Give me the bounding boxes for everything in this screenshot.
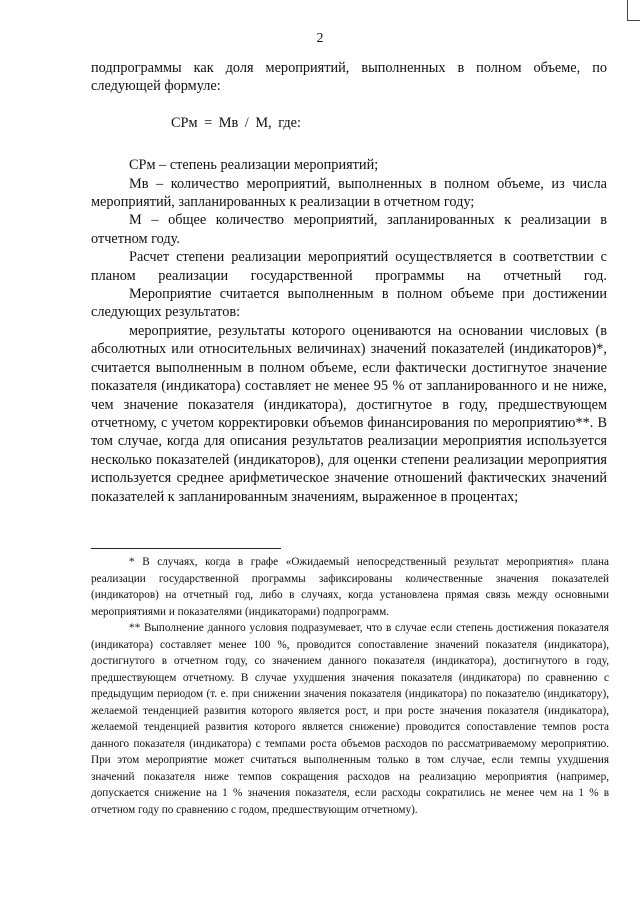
paragraph-completion-condition: Мероприятие считается выполненным в полном объеме при достижении следующих результатов: bbox=[91, 286, 607, 321]
paragraph-numeric-results: мероприятие, результаты которого оцениваются на основании числовых (в абсолютных или относительных величинах) значений показателей (индикаторов)*, считается выполненным в полном объеме, если фактически достигнутое значение показателя (индикатора) составляет не менее 95 % от запланированного и не ниже, чем значение показателя (индикатора), достигнутое в году, предшествующем отчетному, с учетом корректировки объемов финансирования по мероприятию**. В том случае, когда для описания результатов реализации мероприятия используется несколько показателей (индикаторов), для оценки степени реализации мероприятия используется среднее арифметическое значение отношений фактических значений показателей к запланированным значениям, выраженное в процентах; bbox=[91, 322, 607, 505]
footnote-separator bbox=[91, 548, 281, 549]
definition-m: М – общее количество мероприятий, запланированных к реализации в отчетном году. bbox=[91, 212, 607, 247]
document-body bbox=[91, 59, 607, 506]
footnotes bbox=[91, 554, 609, 818]
definition-srm: СРм – степень реализации мероприятий; bbox=[129, 157, 379, 174]
paragraph-intro: подпрограммы как доля мероприятий, выполненных в полном объеме, по следующей формуле: bbox=[91, 60, 607, 95]
scan-corner-mark bbox=[627, 0, 640, 21]
footnote-2: ** Выполнение данного условия подразумевает, что в случае если степень достижения показателя (индикатора) составляет менее 100 %, проводится сопоставление значений показателя (индикатора), достигнутого в отчетном году, со значением данного показателя (индикатора), достигнутого в году, предшествующем отчетному. В случае ухудшения значения показателя (индикатора) по сравнению с предыдущим периодом (т. е. при снижении значения показателя (индикатора) по показателю (индикатору), желаемой тенденцией развития которого является рост, и при росте значения показателя (индикатора), желаемой тенденцией развития которого является снижение) проводится сопоставление темпов роста данного показателя (индикатора) с темпами роста объемов расходов по рассматриваемому мероприятию. При этом мероприятие может считаться выполненным только в том случае, если темпы ухудшения значений показателя ниже темпов сокращения расходов на реализацию мероприятия (например, допускается снижение на 1 % значения показателя, если расходы сократились не менее чем на 1 % в отчетном году по сравнению с годом, предшествующим отчетному). bbox=[91, 622, 609, 816]
formula: СРм = Мв / М, где: bbox=[171, 114, 301, 131]
footnote-1: * В случаях, когда в графе «Ожидаемый непосредственный результат мероприятия» плана реализации государственной программы зафиксированы количественные значения показателей (индикаторов) на отчетный год, либо в случаях, когда установлена прямая связь между основными мероприятиями и показателями (индикаторами) подпрограмм. bbox=[91, 556, 609, 618]
paragraph-calculation: Расчет степени реализации мероприятий осуществляется в соответствии с планом реализации государственной программы на отчетный год. bbox=[91, 249, 607, 284]
definition-mv: Мв – количество мероприятий, выполненных в полном объеме, из числа мероприятий, запланированных к реализации в отчетном году; bbox=[91, 175, 607, 211]
page-number: 2 bbox=[316, 31, 324, 46]
